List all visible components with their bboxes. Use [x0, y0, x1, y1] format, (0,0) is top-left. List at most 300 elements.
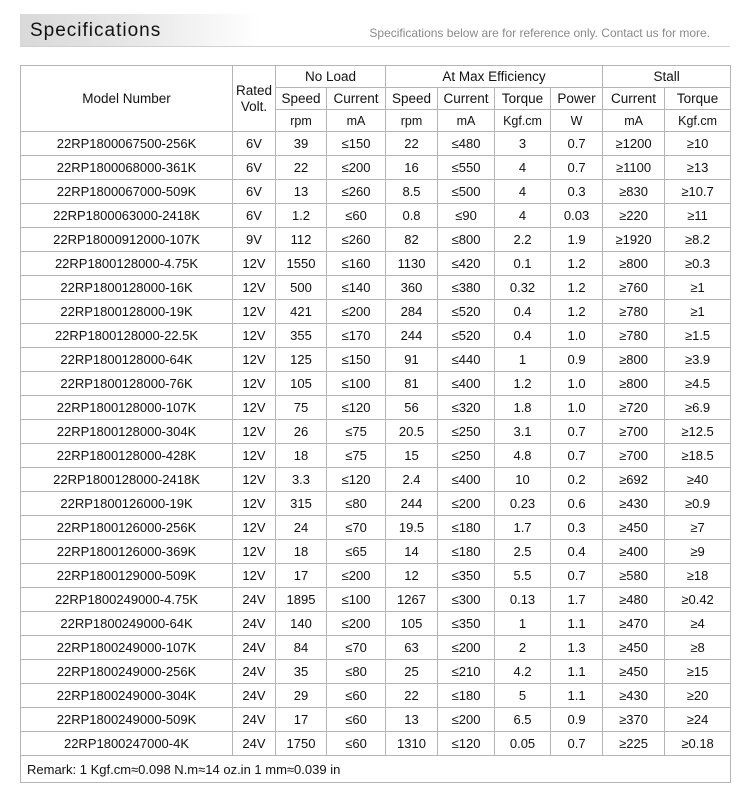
max-eff-speed-cell: 25 [386, 660, 438, 684]
rated-volt-cell: 12V [233, 420, 276, 444]
stall-current-cell: ≥800 [603, 252, 665, 276]
max-eff-power-cell: 0.03 [551, 204, 603, 228]
unit-cell: mA [327, 110, 386, 132]
no-load-speed-cell: 17 [276, 708, 327, 732]
max-eff-torque-cell: 0.13 [495, 588, 551, 612]
model-number-cell: 22RP1800249000-509K [21, 708, 233, 732]
rated-volt-cell: 12V [233, 348, 276, 372]
stall-group-header: Stall [603, 66, 731, 88]
model-number-cell: 22RP1800126000-369K [21, 540, 233, 564]
stall-torque-cell: ≥40 [665, 468, 731, 492]
table-row [21, 300, 731, 324]
no-load-speed-cell: 17 [276, 564, 327, 588]
stall-current-cell: ≥430 [603, 492, 665, 516]
no-load-speed-cell: 140 [276, 612, 327, 636]
max-eff-current-cell: ≤480 [438, 132, 495, 156]
stall-torque-cell: ≥1.5 [665, 324, 731, 348]
no-load-speed-cell: 1750 [276, 732, 327, 756]
max-eff-speed-cell: 19.5 [386, 516, 438, 540]
max-eff-power-cell: 1.0 [551, 396, 603, 420]
table-row [21, 492, 731, 516]
title-box [20, 14, 260, 46]
no-load-current-cell: ≤60 [327, 708, 386, 732]
model-number-cell: 22RP1800128000-4.75K [21, 252, 233, 276]
sub-header-cell: Speed [386, 88, 438, 110]
max-eff-speed-cell: 1130 [386, 252, 438, 276]
model-number-cell: 22RP1800128000-19K [21, 300, 233, 324]
max-eff-power-cell: 0.7 [551, 732, 603, 756]
no-load-current-cell: ≤150 [327, 132, 386, 156]
stall-current-cell: ≥800 [603, 372, 665, 396]
no-load-current-cell: ≤80 [327, 660, 386, 684]
sub-header-cell: Current [603, 88, 665, 110]
stall-torque-cell: ≥1 [665, 300, 731, 324]
model-number-cell: 22RP1800249000-256K [21, 660, 233, 684]
table-row [21, 228, 731, 252]
rated-volt-cell: 12V [233, 540, 276, 564]
unit-cell: Kgf.cm [665, 110, 731, 132]
max-efficiency-group-header: At Max Efficiency [386, 66, 603, 88]
max-eff-current-cell: ≤180 [438, 684, 495, 708]
no-load-current-cell: ≤200 [327, 612, 386, 636]
max-eff-torque-cell: 4 [495, 180, 551, 204]
no-load-current-cell: ≤260 [327, 228, 386, 252]
max-eff-torque-cell: 3.1 [495, 420, 551, 444]
stall-current-cell: ≥700 [603, 420, 665, 444]
max-eff-torque-cell: 1.2 [495, 372, 551, 396]
stall-torque-cell: ≥1 [665, 276, 731, 300]
sub-header-cell: Current [327, 88, 386, 110]
unit-cell: Kgf.cm [495, 110, 551, 132]
max-eff-torque-cell: 0.05 [495, 732, 551, 756]
max-eff-power-cell: 0.7 [551, 156, 603, 180]
max-eff-current-cell: ≤250 [438, 444, 495, 468]
table-row [21, 708, 731, 732]
model-number-cell: 22RP1800247000-4K [21, 732, 233, 756]
max-eff-current-cell: ≤440 [438, 348, 495, 372]
max-eff-current-cell: ≤400 [438, 468, 495, 492]
stall-current-cell: ≥480 [603, 588, 665, 612]
stall-torque-cell: ≥11 [665, 204, 731, 228]
rated-volt-cell: 6V [233, 156, 276, 180]
max-eff-torque-cell: 4.8 [495, 444, 551, 468]
table-row [21, 684, 731, 708]
stall-torque-cell: ≥18 [665, 564, 731, 588]
stall-torque-cell: ≥24 [665, 708, 731, 732]
rated-volt-cell: 12V [233, 468, 276, 492]
no-load-speed-cell: 421 [276, 300, 327, 324]
max-eff-torque-cell: 2.2 [495, 228, 551, 252]
no-load-current-cell: ≤80 [327, 492, 386, 516]
max-eff-speed-cell: 244 [386, 324, 438, 348]
max-eff-speed-cell: 244 [386, 492, 438, 516]
max-eff-torque-cell: 1 [495, 612, 551, 636]
max-eff-power-cell: 0.9 [551, 708, 603, 732]
model-number-cell: 22RP1800063000-2418K [21, 204, 233, 228]
stall-current-cell: ≥450 [603, 636, 665, 660]
no-load-speed-cell: 13 [276, 180, 327, 204]
max-eff-speed-cell: 16 [386, 156, 438, 180]
max-eff-power-cell: 0.6 [551, 492, 603, 516]
max-eff-torque-cell: 4 [495, 156, 551, 180]
table-row [21, 660, 731, 684]
max-eff-power-cell: 0.7 [551, 444, 603, 468]
model-number-cell: 22RP1800126000-19K [21, 492, 233, 516]
no-load-speed-cell: 84 [276, 636, 327, 660]
stall-current-cell: ≥450 [603, 516, 665, 540]
max-eff-speed-cell: 12 [386, 564, 438, 588]
model-number-cell: 22RP1800128000-64K [21, 348, 233, 372]
stall-current-cell: ≥450 [603, 660, 665, 684]
stall-torque-cell: ≥0.9 [665, 492, 731, 516]
max-eff-speed-cell: 8.5 [386, 180, 438, 204]
max-eff-power-cell: 0.7 [551, 564, 603, 588]
max-eff-current-cell: ≤520 [438, 300, 495, 324]
stall-current-cell: ≥430 [603, 684, 665, 708]
max-eff-current-cell: ≤320 [438, 396, 495, 420]
stall-current-cell: ≥780 [603, 324, 665, 348]
max-eff-current-cell: ≤250 [438, 420, 495, 444]
stall-torque-cell: ≥9 [665, 540, 731, 564]
max-eff-current-cell: ≤180 [438, 516, 495, 540]
rated-volt-cell: 12V [233, 516, 276, 540]
max-eff-power-cell: 1.1 [551, 660, 603, 684]
no-load-speed-cell: 1550 [276, 252, 327, 276]
max-eff-power-cell: 1.3 [551, 636, 603, 660]
max-eff-speed-cell: 2.4 [386, 468, 438, 492]
model-number-cell: 22RP1800128000-22.5K [21, 324, 233, 348]
rated-volt-cell: 6V [233, 132, 276, 156]
stall-torque-cell: ≥6.9 [665, 396, 731, 420]
max-eff-torque-cell: 10 [495, 468, 551, 492]
no-load-speed-cell: 500 [276, 276, 327, 300]
max-eff-current-cell: ≤420 [438, 252, 495, 276]
rated-volt-cell: 12V [233, 276, 276, 300]
no-load-speed-cell: 315 [276, 492, 327, 516]
model-number-cell: 22RP1800129000-509K [21, 564, 233, 588]
table-row [21, 348, 731, 372]
no-load-current-cell: ≤100 [327, 372, 386, 396]
stall-torque-cell: ≥10 [665, 132, 731, 156]
table-row [21, 324, 731, 348]
sub-header-cell: Current [438, 88, 495, 110]
page-header [20, 14, 730, 48]
model-number-cell: 22RP18000912000-107K [21, 228, 233, 252]
rated-volt-cell: 24V [233, 684, 276, 708]
rated-volt-cell: 24V [233, 612, 276, 636]
table-row [21, 420, 731, 444]
max-eff-power-cell: 1.1 [551, 684, 603, 708]
max-eff-torque-cell: 2 [495, 636, 551, 660]
table-row [21, 372, 731, 396]
model-number-header: Model Number [21, 66, 233, 132]
stall-torque-cell: ≥0.18 [665, 732, 731, 756]
no-load-current-cell: ≤100 [327, 588, 386, 612]
model-number-cell: 22RP1800067500-256K [21, 132, 233, 156]
stall-current-cell: ≥580 [603, 564, 665, 588]
max-eff-current-cell: ≤200 [438, 708, 495, 732]
max-eff-power-cell: 0.3 [551, 180, 603, 204]
table-row [21, 180, 731, 204]
stall-torque-cell: ≥12.5 [665, 420, 731, 444]
no-load-current-cell: ≤140 [327, 276, 386, 300]
model-number-cell: 22RP1800128000-107K [21, 396, 233, 420]
max-eff-speed-cell: 105 [386, 612, 438, 636]
no-load-speed-cell: 39 [276, 132, 327, 156]
table-row [21, 204, 731, 228]
max-eff-torque-cell: 1 [495, 348, 551, 372]
no-load-current-cell: ≤60 [327, 204, 386, 228]
max-eff-power-cell: 0.4 [551, 540, 603, 564]
max-eff-speed-cell: 63 [386, 636, 438, 660]
max-eff-torque-cell: 0.32 [495, 276, 551, 300]
stall-current-cell: ≥220 [603, 204, 665, 228]
max-eff-speed-cell: 284 [386, 300, 438, 324]
no-load-speed-cell: 105 [276, 372, 327, 396]
unit-cell: rpm [386, 110, 438, 132]
sub-header-cell: Torque [495, 88, 551, 110]
no-load-speed-cell: 35 [276, 660, 327, 684]
unit-cell: rpm [276, 110, 327, 132]
rated-volt-cell: 12V [233, 444, 276, 468]
stall-current-cell: ≥760 [603, 276, 665, 300]
no-load-speed-cell: 112 [276, 228, 327, 252]
rated-volt-cell: 12V [233, 300, 276, 324]
max-eff-current-cell: ≤400 [438, 372, 495, 396]
rated-volt-cell: 9V [233, 228, 276, 252]
max-eff-torque-cell: 0.4 [495, 300, 551, 324]
header-divider [20, 46, 730, 47]
stall-current-cell: ≥780 [603, 300, 665, 324]
max-eff-power-cell: 1.1 [551, 612, 603, 636]
max-eff-current-cell: ≤180 [438, 540, 495, 564]
max-eff-power-cell: 0.2 [551, 468, 603, 492]
specifications-table [20, 65, 731, 783]
stall-current-cell: ≥225 [603, 732, 665, 756]
stall-current-cell: ≥1100 [603, 156, 665, 180]
no-load-current-cell: ≤60 [327, 732, 386, 756]
stall-torque-cell: ≥4.5 [665, 372, 731, 396]
model-number-cell: 22RP1800249000-64K [21, 612, 233, 636]
max-eff-torque-cell: 4.2 [495, 660, 551, 684]
table-row [21, 156, 731, 180]
model-number-cell: 22RP1800068000-361K [21, 156, 233, 180]
table-row [21, 468, 731, 492]
rated-volt-cell: 24V [233, 636, 276, 660]
model-number-cell: 22RP1800128000-304K [21, 420, 233, 444]
sub-header-cell: Speed [276, 88, 327, 110]
no-load-current-cell: ≤150 [327, 348, 386, 372]
stall-current-cell: ≥692 [603, 468, 665, 492]
rated-volt-cell: 12V [233, 492, 276, 516]
max-eff-speed-cell: 360 [386, 276, 438, 300]
no-load-current-cell: ≤120 [327, 396, 386, 420]
table-row [21, 588, 731, 612]
model-number-cell: 22RP1800128000-428K [21, 444, 233, 468]
no-load-current-cell: ≤60 [327, 684, 386, 708]
model-number-cell: 22RP1800128000-76K [21, 372, 233, 396]
max-eff-torque-cell: 1.8 [495, 396, 551, 420]
rated-volt-cell: 6V [233, 180, 276, 204]
stall-current-cell: ≥830 [603, 180, 665, 204]
no-load-speed-cell: 26 [276, 420, 327, 444]
model-number-cell: 22RP1800249000-4.75K [21, 588, 233, 612]
max-eff-torque-cell: 1.7 [495, 516, 551, 540]
table-row [21, 396, 731, 420]
max-eff-power-cell: 1.2 [551, 276, 603, 300]
model-number-cell: 22RP1800128000-16K [21, 276, 233, 300]
model-number-cell: 22RP1800249000-304K [21, 684, 233, 708]
max-eff-current-cell: ≤200 [438, 636, 495, 660]
max-eff-speed-cell: 22 [386, 684, 438, 708]
remark: Remark: 1 Kgf.cm≈0.098 N.m≈14 oz.in 1 mm≈0.039 in [21, 756, 731, 783]
no-load-current-cell: ≤200 [327, 156, 386, 180]
no-load-speed-cell: 18 [276, 540, 327, 564]
table-row [21, 636, 731, 660]
max-eff-current-cell: ≤120 [438, 732, 495, 756]
no-load-current-cell: ≤160 [327, 252, 386, 276]
rated-volt-cell: 12V [233, 396, 276, 420]
stall-torque-cell: ≥20 [665, 684, 731, 708]
max-eff-torque-cell: 2.5 [495, 540, 551, 564]
stall-torque-cell: ≥15 [665, 660, 731, 684]
max-eff-current-cell: ≤550 [438, 156, 495, 180]
max-eff-torque-cell: 0.23 [495, 492, 551, 516]
max-eff-torque-cell: 0.4 [495, 324, 551, 348]
no-load-speed-cell: 1.2 [276, 204, 327, 228]
no-load-speed-cell: 75 [276, 396, 327, 420]
max-eff-speed-cell: 22 [386, 132, 438, 156]
max-eff-torque-cell: 6.5 [495, 708, 551, 732]
rated-volt-cell: 24V [233, 588, 276, 612]
no-load-current-cell: ≤70 [327, 636, 386, 660]
max-eff-power-cell: 0.9 [551, 348, 603, 372]
max-eff-speed-cell: 14 [386, 540, 438, 564]
model-number-cell: 22RP1800249000-107K [21, 636, 233, 660]
no-load-speed-cell: 29 [276, 684, 327, 708]
sub-header-cell: Torque [665, 88, 731, 110]
stall-torque-cell: ≥8 [665, 636, 731, 660]
no-load-current-cell: ≤65 [327, 540, 386, 564]
table-row [21, 612, 731, 636]
max-eff-power-cell: 0.7 [551, 420, 603, 444]
no-load-speed-cell: 22 [276, 156, 327, 180]
model-number-cell: 22RP1800128000-2418K [21, 468, 233, 492]
no-load-speed-cell: 1895 [276, 588, 327, 612]
max-eff-current-cell: ≤350 [438, 564, 495, 588]
table-row [21, 444, 731, 468]
max-eff-power-cell: 1.2 [551, 252, 603, 276]
no-load-group-header: No Load [276, 66, 386, 88]
max-eff-power-cell: 1.9 [551, 228, 603, 252]
unit-cell: W [551, 110, 603, 132]
max-eff-speed-cell: 82 [386, 228, 438, 252]
no-load-speed-cell: 3.3 [276, 468, 327, 492]
max-eff-speed-cell: 56 [386, 396, 438, 420]
model-number-cell: 22RP1800126000-256K [21, 516, 233, 540]
stall-current-cell: ≥720 [603, 396, 665, 420]
stall-current-cell: ≥700 [603, 444, 665, 468]
max-eff-speed-cell: 91 [386, 348, 438, 372]
max-eff-torque-cell: 5.5 [495, 564, 551, 588]
stall-torque-cell: ≥13 [665, 156, 731, 180]
max-eff-current-cell: ≤200 [438, 492, 495, 516]
max-eff-speed-cell: 13 [386, 708, 438, 732]
table-row [21, 564, 731, 588]
no-load-current-cell: ≤260 [327, 180, 386, 204]
stall-torque-cell: ≥0.42 [665, 588, 731, 612]
no-load-current-cell: ≤200 [327, 300, 386, 324]
max-eff-torque-cell: 3 [495, 132, 551, 156]
no-load-current-cell: ≤75 [327, 444, 386, 468]
max-eff-speed-cell: 1267 [386, 588, 438, 612]
max-eff-current-cell: ≤350 [438, 612, 495, 636]
max-eff-current-cell: ≤800 [438, 228, 495, 252]
page-title: Specifications [30, 20, 162, 41]
max-eff-current-cell: ≤210 [438, 660, 495, 684]
rated-volt-cell: 24V [233, 660, 276, 684]
max-eff-speed-cell: 20.5 [386, 420, 438, 444]
stall-current-cell: ≥1200 [603, 132, 665, 156]
stall-torque-cell: ≥4 [665, 612, 731, 636]
no-load-speed-cell: 18 [276, 444, 327, 468]
max-eff-power-cell: 0.7 [551, 132, 603, 156]
max-eff-power-cell: 1.0 [551, 324, 603, 348]
rated-volt-cell: 24V [233, 708, 276, 732]
max-eff-power-cell: 1.7 [551, 588, 603, 612]
max-eff-speed-cell: 15 [386, 444, 438, 468]
stall-torque-cell: ≥18.5 [665, 444, 731, 468]
rated-volt-cell: 12V [233, 372, 276, 396]
no-load-speed-cell: 24 [276, 516, 327, 540]
no-load-current-cell: ≤70 [327, 516, 386, 540]
max-eff-power-cell: 1.2 [551, 300, 603, 324]
no-load-current-cell: ≤170 [327, 324, 386, 348]
unit-cell: mA [603, 110, 665, 132]
rated-header-line1: Rated [235, 82, 273, 98]
max-eff-current-cell: ≤380 [438, 276, 495, 300]
table-row [21, 132, 731, 156]
rated-header-line2: Volt. [240, 98, 268, 114]
no-load-current-cell: ≤200 [327, 564, 386, 588]
rated-volt-cell: 12V [233, 324, 276, 348]
rated-volt-header [233, 66, 276, 132]
max-eff-power-cell: 1.0 [551, 372, 603, 396]
max-eff-current-cell: ≤500 [438, 180, 495, 204]
stall-current-cell: ≥800 [603, 348, 665, 372]
max-eff-current-cell: ≤520 [438, 324, 495, 348]
stall-torque-cell: ≥8.2 [665, 228, 731, 252]
stall-torque-cell: ≥3.9 [665, 348, 731, 372]
max-eff-torque-cell: 0.1 [495, 252, 551, 276]
stall-current-cell: ≥400 [603, 540, 665, 564]
max-eff-torque-cell: 5 [495, 684, 551, 708]
reference-note: Specifications below are for reference only. Contact us for more. [369, 26, 710, 40]
rated-volt-cell: 12V [233, 564, 276, 588]
max-eff-current-cell: ≤90 [438, 204, 495, 228]
max-eff-torque-cell: 4 [495, 204, 551, 228]
table-row [21, 276, 731, 300]
no-load-current-cell: ≤75 [327, 420, 386, 444]
table-row [21, 516, 731, 540]
stall-torque-cell: ≥7 [665, 516, 731, 540]
rated-volt-cell: 24V [233, 732, 276, 756]
stall-torque-cell: ≥0.3 [665, 252, 731, 276]
no-load-speed-cell: 355 [276, 324, 327, 348]
no-load-current-cell: ≤120 [327, 468, 386, 492]
max-eff-speed-cell: 81 [386, 372, 438, 396]
table-row [21, 252, 731, 276]
